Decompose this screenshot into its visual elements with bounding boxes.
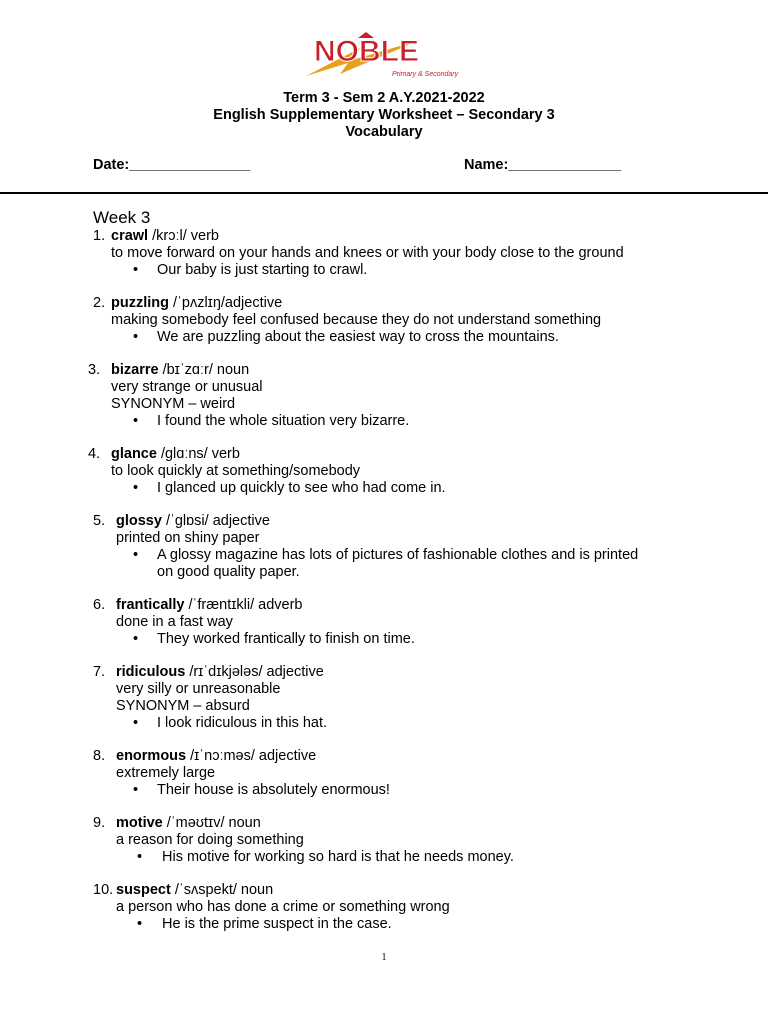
bullet-icon: • [137, 849, 143, 865]
vocab-word: enormous [116, 748, 187, 764]
example-sentence: We are puzzling about the easiest way to cross the mountains. [157, 329, 559, 345]
week-heading: Week 3 [93, 208, 151, 227]
entry-number: 4. [88, 446, 101, 462]
definition: making somebody feel confused because they do not understand something [111, 312, 602, 328]
entry-headline [116, 748, 316, 765]
pronunciation-and-part-of-speech: /glɑːns/ verb [156, 446, 240, 462]
vocab-word: ridiculous [116, 664, 186, 680]
noble-school-logo [300, 30, 465, 82]
pronunciation-and-part-of-speech: /ˈsʌspekt/ noun [170, 882, 274, 898]
pronunciation-and-part-of-speech: /ɪˈnɔːməs/ adjective [186, 748, 317, 764]
entry-headline [116, 664, 324, 681]
vocab-word: suspect [116, 882, 171, 898]
worksheet-title: English Supplementary Worksheet – Secondary 3 [213, 107, 555, 123]
entry-headline [111, 446, 240, 463]
example-sentence: Their house is absolutely enormous! [157, 782, 390, 798]
bullet-icon: • [137, 916, 143, 932]
pronunciation-and-part-of-speech: /bɪˈzɑːr/ noun [158, 362, 250, 378]
definition: very strange or unusual [111, 379, 263, 395]
bullet-icon: • [133, 782, 139, 798]
entry-number: 1. [93, 228, 106, 244]
bullet-icon: • [133, 262, 139, 278]
bullet-icon: • [133, 480, 139, 496]
entry-headline [116, 597, 302, 614]
vocab-word: glance [111, 446, 157, 462]
pronunciation-and-part-of-speech: /rɪˈdɪkjələs/ adjective [185, 664, 324, 680]
example-sentence: He is the prime suspect in the case. [162, 916, 392, 932]
entry-headline [111, 362, 249, 379]
vocab-word: frantically [116, 597, 185, 613]
bullet-icon: • [133, 715, 139, 731]
pronunciation-and-part-of-speech: /ˈglɒsi/ adjective [161, 513, 270, 529]
entry-headline [116, 815, 261, 832]
entry-number: 3. [88, 362, 101, 378]
entry-number: 7. [93, 664, 106, 680]
logo-tagline: Primary & Secondary [392, 71, 459, 78]
definition: done in a fast way [116, 614, 233, 630]
example-sentence: on good quality paper. [157, 564, 300, 580]
definition: to look quickly at something/somebody [111, 463, 361, 479]
date-field: Date:_______________ [93, 157, 251, 173]
entry-headline [111, 295, 282, 312]
entry-number: 2. [93, 295, 106, 311]
example-sentence: I look ridiculous in this hat. [157, 715, 328, 731]
definition: to move forward on your hands and knees or with your body close to the ground [111, 245, 624, 261]
pronunciation-and-part-of-speech: /ˈməʊtɪv/ noun [162, 815, 261, 831]
pronunciation-and-part-of-speech: /krɔːl/ verb [148, 228, 219, 244]
logo-brand-text: NOBLE [314, 35, 419, 68]
entry-number: 5. [93, 513, 106, 529]
bullet-icon: • [133, 631, 139, 647]
entry-headline [111, 228, 219, 245]
worksheet-subtitle: Vocabulary [345, 124, 423, 140]
entry-number: 9. [93, 815, 106, 831]
pronunciation-and-part-of-speech: /ˈpʌzlɪŋ/adjective [169, 295, 283, 311]
vocab-word: bizarre [111, 362, 159, 378]
bullet-icon: • [133, 329, 139, 345]
definition: a person who has done a crime or something wrong [116, 899, 450, 915]
pronunciation-and-part-of-speech: /ˈfræntɪkli/ adverb [184, 597, 303, 613]
entry-headline [116, 513, 270, 530]
definition: printed on shiny paper [116, 530, 260, 546]
bullet-icon: • [133, 413, 139, 429]
vocab-word: puzzling [111, 295, 169, 311]
example-sentence: I glanced up quickly to see who had come in. [157, 480, 446, 496]
entry-headline [116, 882, 273, 899]
definition: a reason for doing something [116, 832, 304, 848]
bullet-icon: • [133, 547, 139, 563]
term-heading: Term 3 - Sem 2 A.Y.2021-2022 [283, 90, 485, 106]
example-sentence: They worked frantically to finish on time. [157, 631, 415, 647]
definition: extremely large [116, 765, 216, 781]
entry-number: 6. [93, 597, 106, 613]
example-sentence: Our baby is just starting to crawl. [157, 262, 368, 278]
synonym: SYNONYM – absurd [116, 698, 250, 714]
page-number: 1 [381, 952, 387, 963]
vocab-word: glossy [116, 513, 162, 529]
entry-number: 8. [93, 748, 106, 764]
name-field: Name:______________ [464, 157, 622, 173]
vocab-word: crawl [111, 228, 149, 244]
synonym: SYNONYM – weird [111, 396, 236, 412]
example-sentence: I found the whole situation very bizarre. [157, 413, 410, 429]
entry-number: 10. [93, 882, 114, 898]
header-divider [0, 192, 768, 194]
vocab-word: motive [116, 815, 163, 831]
example-sentence: A glossy magazine has lots of pictures of fashionable clothes and is printed [157, 547, 639, 563]
example-sentence: His motive for working so hard is that he needs money. [162, 849, 514, 865]
definition: very silly or unreasonable [116, 681, 281, 697]
